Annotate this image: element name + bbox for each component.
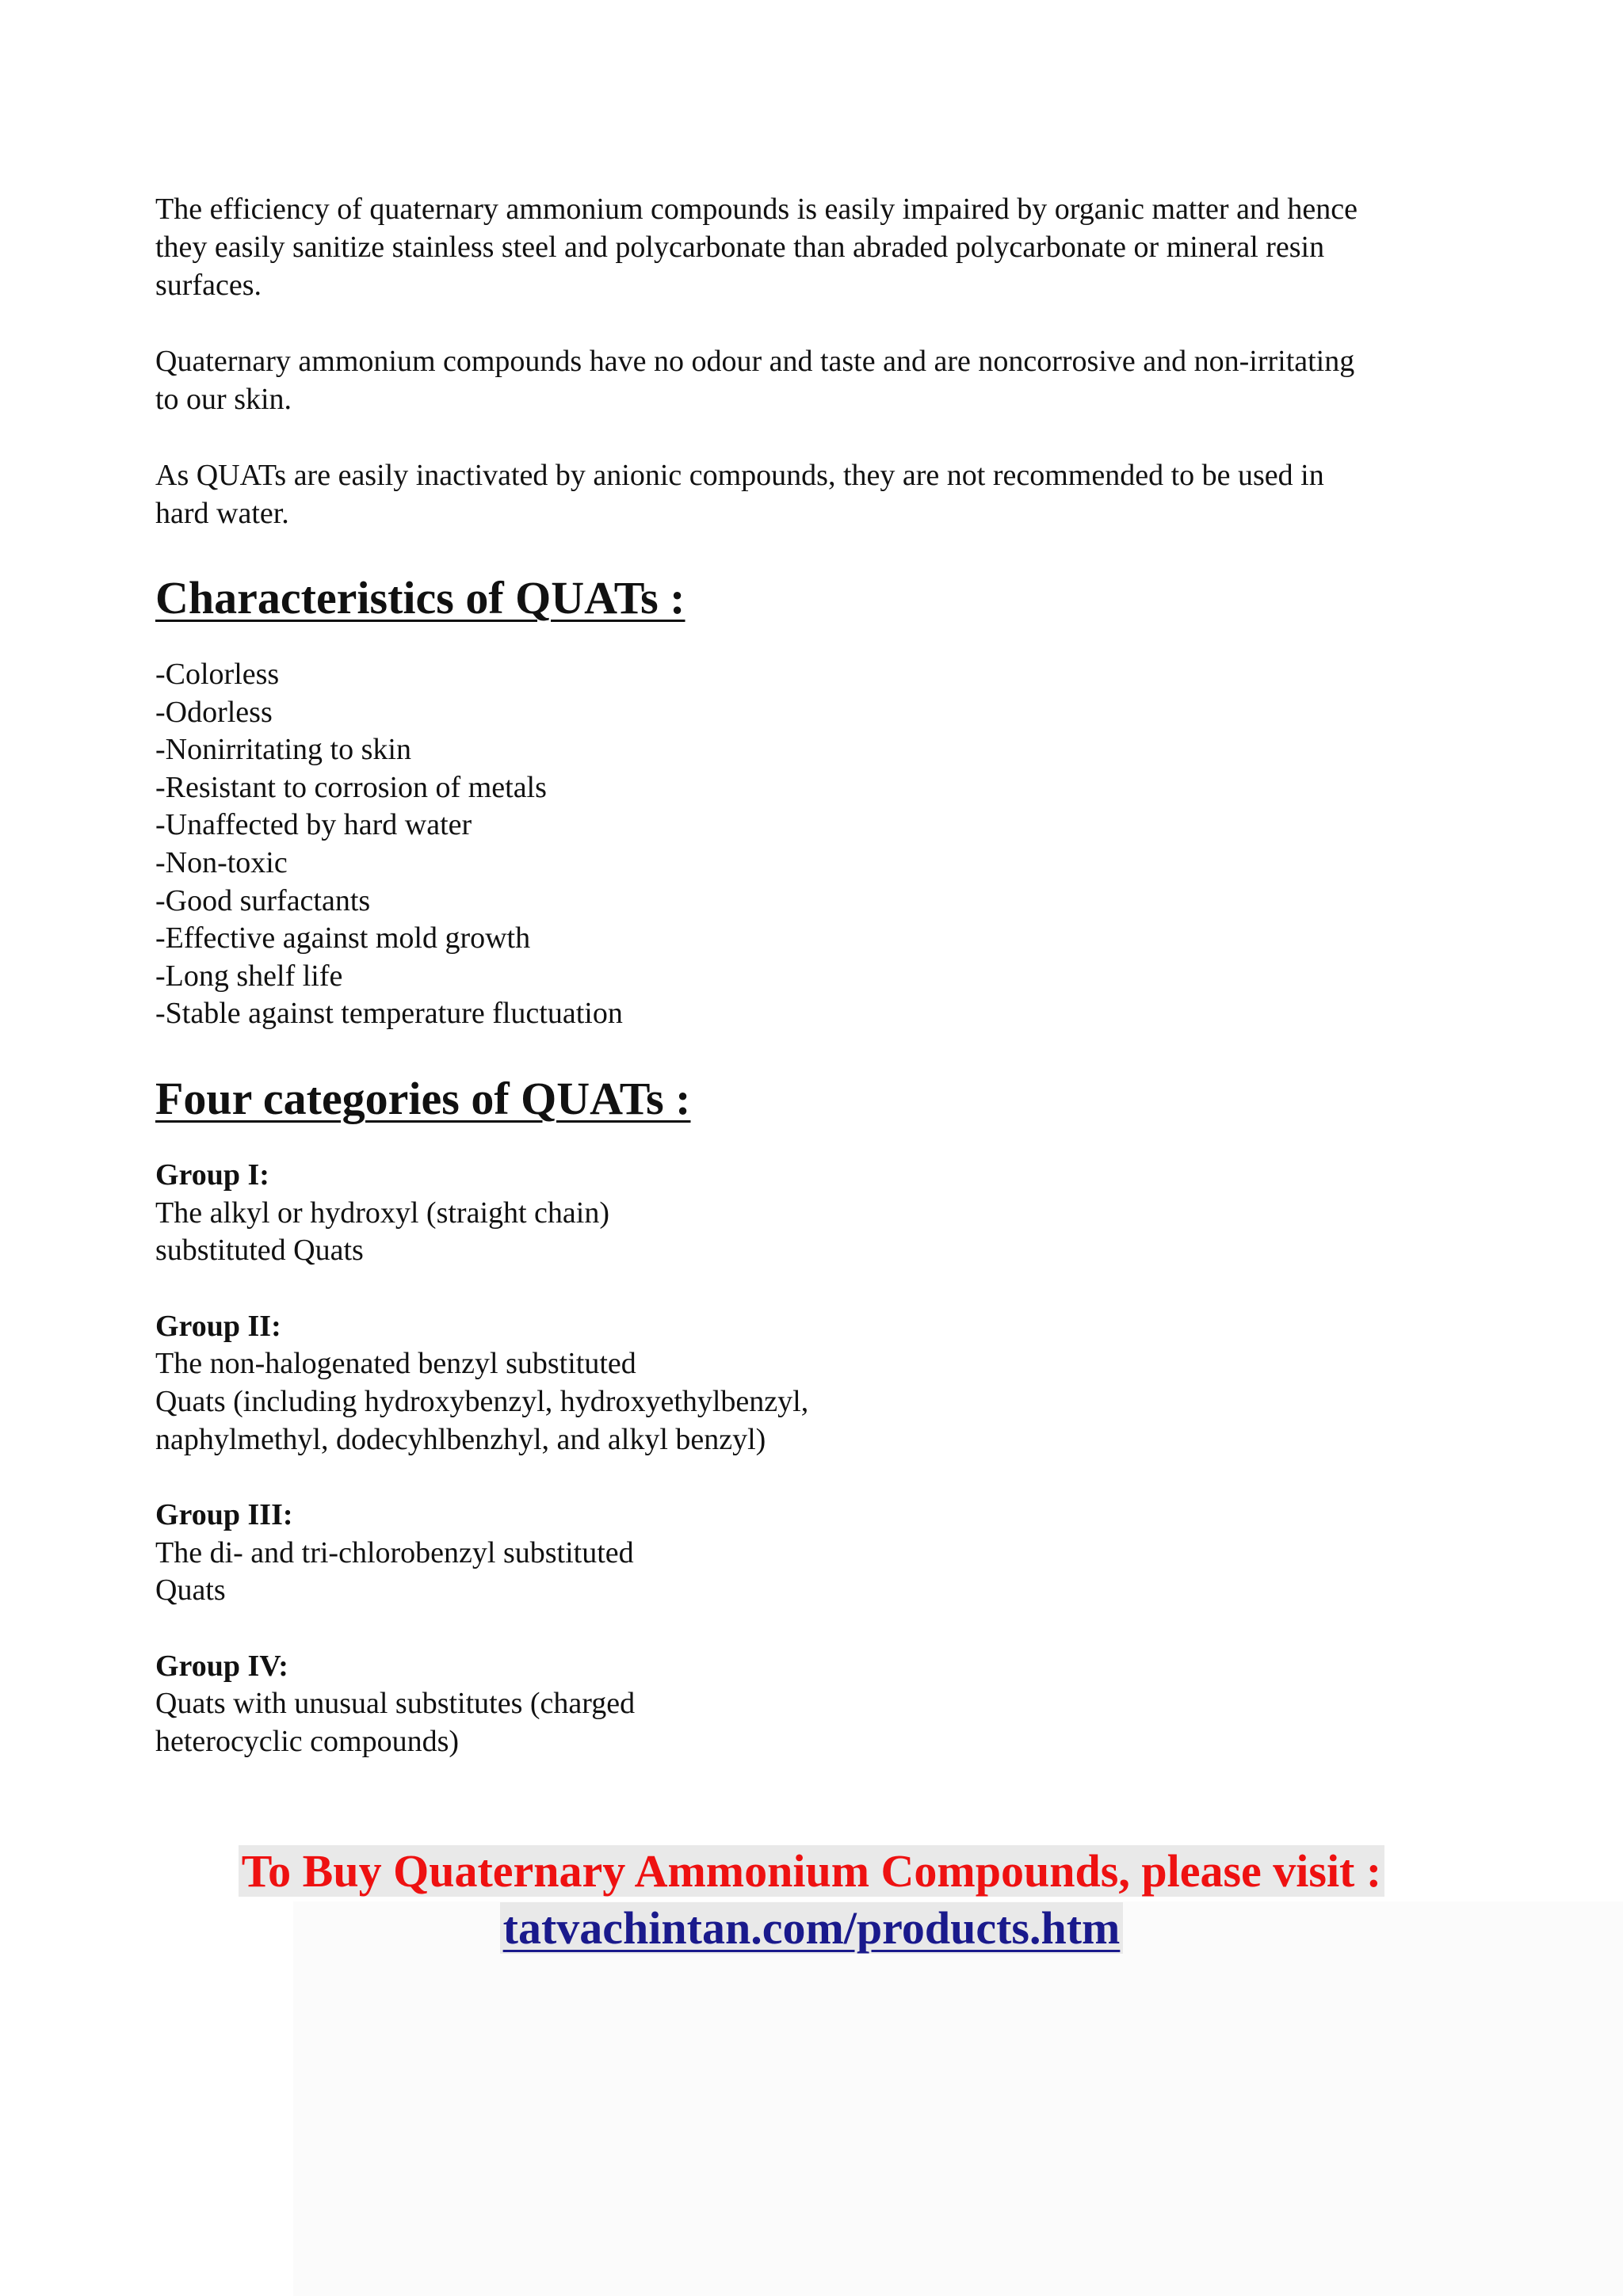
intro-paragraph	[155, 190, 1471, 304]
paragraph-line: surfaces.	[155, 269, 262, 302]
characteristic-item: -Odorless	[155, 695, 273, 729]
group-description-line: Quats (including hydroxybenzyl, hydroxyethylbenzyl,	[155, 1384, 809, 1418]
group-description-line: substituted Quats	[155, 1234, 364, 1268]
paragraph-line: hard water.	[155, 497, 289, 530]
group-title: Group I:	[155, 1158, 269, 1192]
intro-paragraph	[155, 342, 1471, 418]
group-description-line: The non-halogenated benzyl substituted	[155, 1347, 636, 1381]
characteristic-item: -Resistant to corrosion of metals	[155, 770, 547, 804]
background-shade	[293, 1901, 1623, 2296]
group-description-line: Quats with unusual substitutes (charged	[155, 1687, 636, 1721]
products-link[interactable]: tatvachintan.com/products.htm	[500, 1902, 1124, 1954]
characteristic-item: -Long shelf life	[155, 959, 343, 993]
characteristic-item: -Non-toxic	[155, 845, 288, 879]
characteristic-item: -Stable against temperature fluctuation	[155, 997, 623, 1031]
characteristic-item: -Colorless	[155, 658, 280, 691]
characteristic-item: -Nonirritating to skin	[155, 733, 411, 767]
category-group	[155, 1157, 1471, 1270]
group-title: Group IV:	[155, 1649, 288, 1683]
intro-paragraph	[155, 456, 1471, 532]
intro-section	[155, 190, 1471, 532]
group-description-line: naphylmethyl, dodecyhlbenzhyl, and alkyl benzyl)	[155, 1422, 766, 1456]
characteristic-item: -Good surfactants	[155, 883, 371, 917]
paragraph-line: they easily sanitize stainless steel and polycarbonate than abraded polycarbonate or mineral resin	[155, 231, 1325, 264]
group-description-line: The di- and tri-chlorobenzyl substituted	[155, 1535, 634, 1569]
characteristics-list	[155, 656, 1471, 1033]
group-title: Group II:	[155, 1309, 281, 1343]
cta-text: To Buy Quaternary Ammonium Compounds, please visit :	[239, 1845, 1384, 1897]
paragraph-line: As QUATs are easily inactivated by anionic compounds, they are not recommended to be used in	[155, 459, 1324, 492]
group-description-line: Quats	[155, 1573, 226, 1608]
characteristics-heading: Characteristics of QUATs :	[155, 572, 685, 624]
document-body	[155, 190, 1471, 1799]
group-description-line: heterocyclic compounds)	[155, 1725, 460, 1759]
paragraph-line: The efficiency of quaternary ammonium compounds is easily impaired by organic matter and hence	[155, 193, 1358, 226]
paragraph-line: to our skin.	[155, 383, 292, 416]
categories-list	[155, 1157, 1471, 1761]
paragraph-line: Quaternary ammonium compounds have no odour and taste and are noncorrosive and non-irritating	[155, 345, 1355, 378]
group-title: Group III:	[155, 1498, 293, 1532]
category-group	[155, 1308, 1471, 1459]
categories-heading: Four categories of QUATs :	[155, 1072, 691, 1124]
group-description-line: The alkyl or hydroxyl (straight chain)	[155, 1196, 610, 1230]
cta-block	[0, 1843, 1623, 1957]
characteristic-item: -Unaffected by hard water	[155, 808, 472, 842]
category-group	[155, 1648, 1471, 1761]
characteristic-item: -Effective against mold growth	[155, 921, 531, 955]
category-group	[155, 1497, 1471, 1610]
